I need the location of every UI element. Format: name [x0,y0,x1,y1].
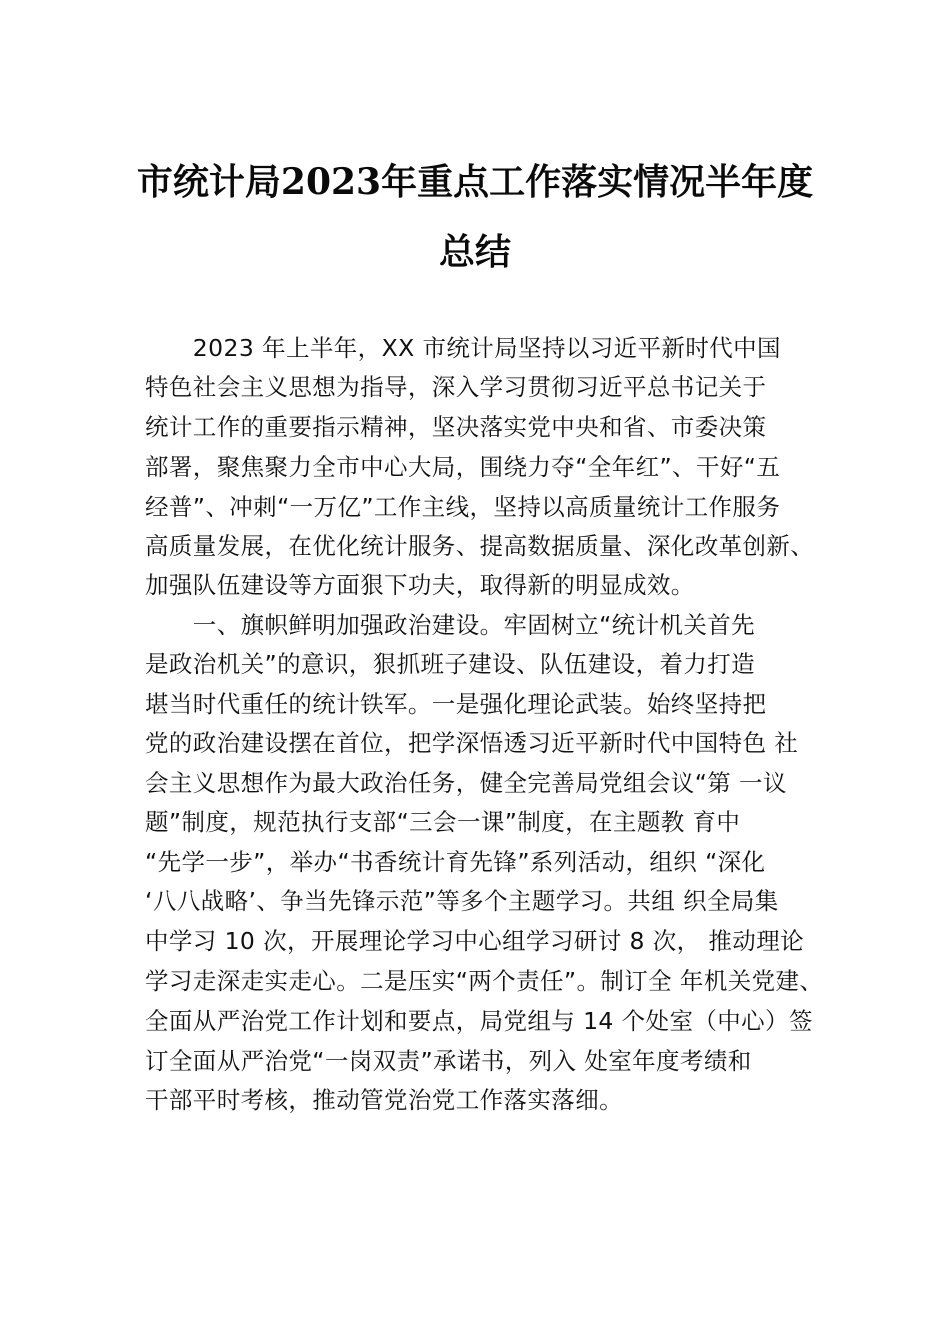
paragraph-line: 2023 年上半年，XX 市统计局坚持以习近平新时代中国 [145,334,781,362]
document-title-line-1: 市统计局2023年重点工作落实情况半年度 [136,161,814,203]
paragraph-line: 一、旗帜鲜明加强政治建设。牢固树立“统计机关首先 [145,611,756,639]
paragraph-line: 堪当时代重任的统计铁军。一是强化理论武装。始终坚持把 [145,690,767,718]
paragraph-line: 加强队伍建设等方面狠下功夫，取得新的明显成效。 [145,571,695,599]
document-title-line-2: 总结 [438,231,511,273]
paragraph-line: 中学习 10 次，开展理论学习中心组学习研讨 8 次， 推动理论 [145,927,805,955]
paragraph-line: 党的政治建设摆在首位，把学深悟透习近平新时代中国特色 社 [145,729,799,757]
paragraph-line: 学习走深走实走心。二是压实“两个责任”。制订全 年机关党建、 [145,967,824,995]
paragraph-line: 干部平时考核，推动管党治党工作落实落细。 [145,1086,623,1114]
paragraph-line: 全面从严治党工作计划和要点，局党组与 14 个处室（中心）签 [145,1007,813,1035]
paragraph-line: 是政治机关”的意识，狠抓班子建设、队伍建设，着力打造 [145,650,756,678]
paragraph-line: 订全面从严治党“一岗双责”承诺书，列入 处室年度考绩和 [145,1047,752,1075]
paragraph-line: 经普”、冲刺“一万亿”工作主线，坚持以高质量统计工作服务 [145,493,781,521]
paragraph-line: 会主义思想作为最大政治任务，健全完善局党组会议“第 一议 [145,769,787,797]
paragraph-line: 部署，聚焦聚力全市中心大局，围绕力夺“全年红”、干好“五 [145,453,781,481]
paragraph-line: 题”制度，规范执行支部“三会一课”制度，在主题教 育中 [145,808,741,836]
paragraph-line: 统计工作的重要指示精神，坚决落实党中央和省、市委决策 [145,413,767,441]
paragraph-line: ‘八八战略’、争当先锋示范”等多个主题学习。共组 织全局集 [145,887,779,915]
paragraph-line: “先学一步”，举办“书香统计育先锋”系列活动，组织 “深化 [145,848,766,876]
paragraph-line: 特色社会主义思想为指导，深入学习贯彻习近平总书记关于 [145,373,767,401]
paragraph-line: 高质量发展，在优化统计服务、提高数据质量、深化改革创新、 [145,532,815,560]
